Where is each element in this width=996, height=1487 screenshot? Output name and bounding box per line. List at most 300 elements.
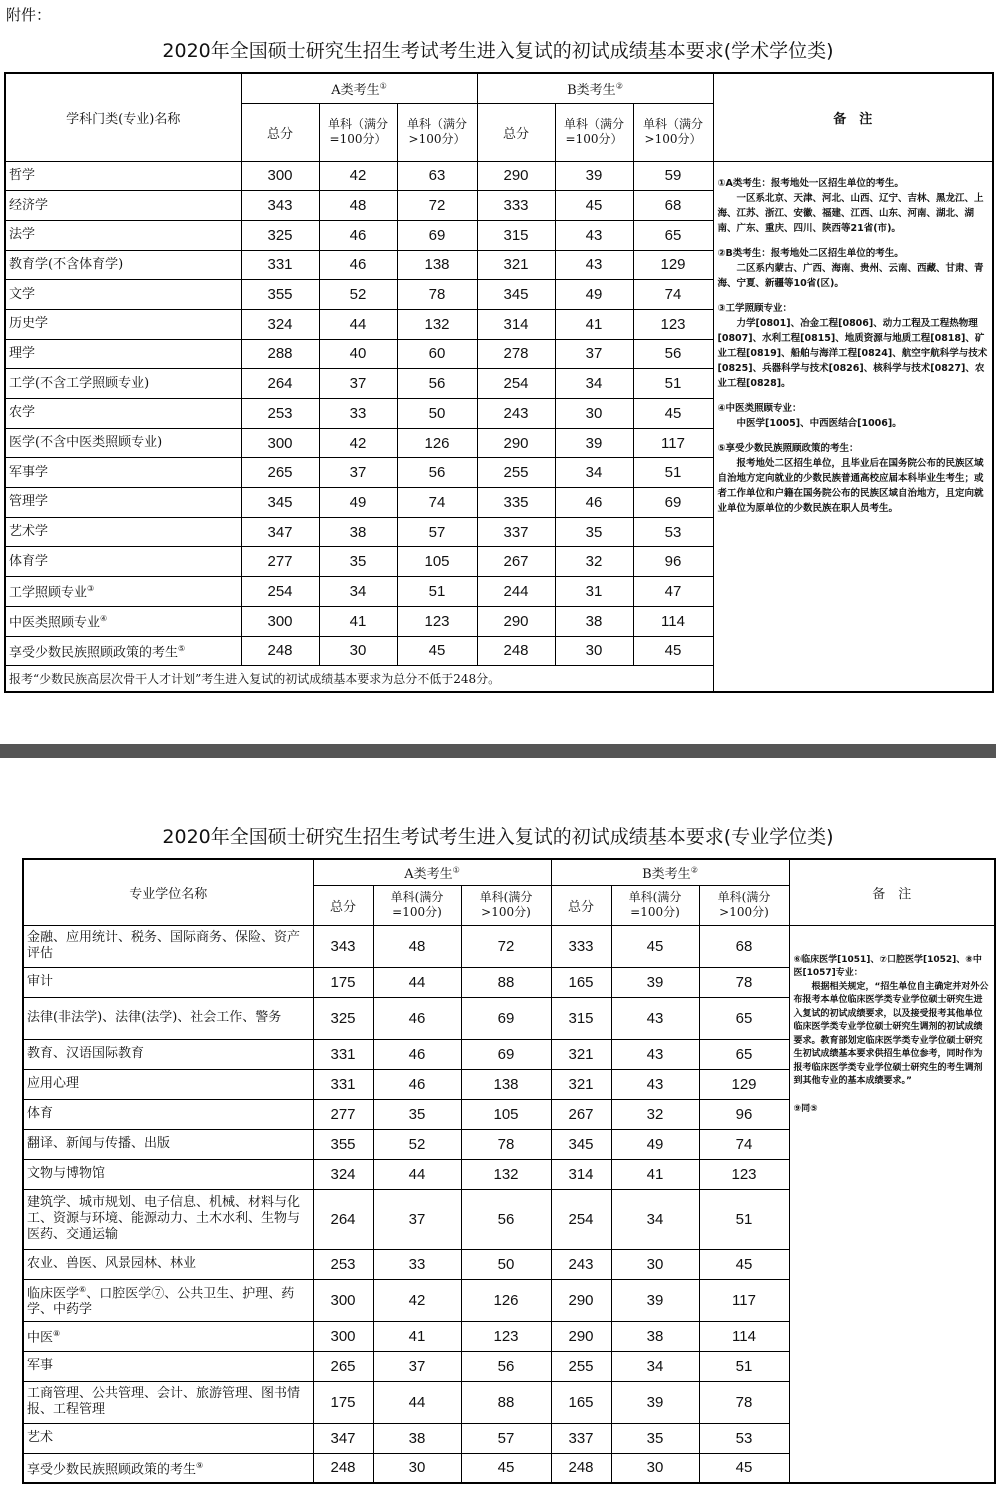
b-score-cell: 123 xyxy=(699,1159,789,1189)
a-score-cell: 37 xyxy=(319,369,397,399)
row-name-cell xyxy=(23,1129,313,1159)
b-score-cell: 39 xyxy=(611,1381,699,1423)
a-score-cell: 132 xyxy=(461,1159,551,1189)
b-score-cell: 35 xyxy=(555,517,633,547)
a-score-cell: 347 xyxy=(241,517,319,547)
remark-body: 力学[0801]、冶金工程[0806]、动力工程及工程热物理[0807]、水利工程[0815]、地质资源与地质工程[0818]、矿业工程[0819]、船舶与海洋工程[0824]、航空宇航科学与技术[0825]、兵器科学与技术[0826]、核科学与技术[0827]、农业工程[0828]。 xyxy=(717,317,988,389)
table-row xyxy=(5,161,993,191)
a-score-cell: 46 xyxy=(373,1039,461,1069)
b-score-cell: 333 xyxy=(477,191,555,221)
row-name-cell xyxy=(23,997,313,1039)
remark-head: ⑥临床医学[1051]、⑦口腔医学[1052]、⑧中医[1057]专业： xyxy=(793,954,982,978)
row-name-cell xyxy=(23,1279,313,1321)
b-score-cell: 39 xyxy=(555,428,633,458)
b-score-cell: 30 xyxy=(555,399,633,429)
remarks-cell xyxy=(713,161,993,692)
a-score-cell: 265 xyxy=(313,1351,373,1381)
a-score-cell: 38 xyxy=(319,517,397,547)
a-score-cell: 56 xyxy=(397,458,477,488)
a-score-cell: 288 xyxy=(241,339,319,369)
a-score-cell: 37 xyxy=(373,1189,461,1249)
b-score-cell: 345 xyxy=(477,280,555,310)
b-score-cell: 47 xyxy=(633,577,713,607)
col-header-remarks: 备 注 xyxy=(789,859,995,925)
b-score-cell: 165 xyxy=(551,967,611,997)
b-score-cell: 65 xyxy=(633,220,713,250)
b-score-cell: 248 xyxy=(477,636,555,666)
col-header-remarks: 备 注 xyxy=(713,73,993,161)
row-name-cell xyxy=(23,1381,313,1423)
b-score-cell: 38 xyxy=(611,1321,699,1351)
b-score-cell: 65 xyxy=(699,1039,789,1069)
row-name-cell xyxy=(5,280,241,310)
row-name: 教育学(不含体育学) xyxy=(9,256,124,272)
a-score-cell: 40 xyxy=(319,339,397,369)
row-name: 文物与博物馆 xyxy=(27,1166,106,1181)
a-score-cell: 105 xyxy=(461,1099,551,1129)
col-header-a-total: 总分 xyxy=(241,103,319,161)
a-score-cell: 38 xyxy=(373,1423,461,1453)
b-score-cell: 96 xyxy=(633,547,713,577)
a-score-cell: 74 xyxy=(397,488,477,518)
row-footnote: ⑨ xyxy=(196,1460,204,1470)
b-score-cell: 68 xyxy=(699,925,789,967)
a-score-cell: 56 xyxy=(397,369,477,399)
group-b-label: B类考生 xyxy=(642,866,691,882)
b-score-cell: 114 xyxy=(633,606,713,636)
a-score-cell: 60 xyxy=(397,339,477,369)
row-footnote: ⑤ xyxy=(178,643,186,653)
remark-body: 二区系内蒙古、广西、海南、贵州、云南、西藏、甘肃、青海、宁夏、新疆等10省(区)。 xyxy=(717,262,984,289)
a-score-cell: 345 xyxy=(241,488,319,518)
a-score-cell: 34 xyxy=(319,577,397,607)
page-divider xyxy=(0,744,996,758)
row-name-cell xyxy=(5,577,241,607)
b-score-cell: 45 xyxy=(633,636,713,666)
remark-item xyxy=(718,301,989,391)
a-score-cell: 30 xyxy=(373,1453,461,1483)
a-score-cell: 300 xyxy=(313,1321,373,1351)
a-score-cell: 42 xyxy=(373,1279,461,1321)
remark-body: 根据相关规定，“招生单位自主确定并对外公布报考本单位临床医学类专业学位硕士研究生进入复试的初试成绩要求，以及接受报考其他单位临床医学类专业学位硕士研究生调剂的初试成绩要求。教育部划定临床医学类专业学位硕士研究生初试成绩基本要求供招生单位参考，同时作为报考临床医学类专业学位硕士研究生的考生调剂到其他专业的基本成绩要求。” xyxy=(793,981,989,1086)
a-score-cell: 41 xyxy=(319,606,397,636)
row-name-cell xyxy=(23,1351,313,1381)
group-a-label: A类考生 xyxy=(404,866,453,882)
b-score-cell: 243 xyxy=(551,1249,611,1279)
b-score-cell: 56 xyxy=(633,339,713,369)
b-score-cell: 30 xyxy=(611,1453,699,1483)
a-score-cell: 355 xyxy=(313,1129,373,1159)
col-header-b-single100: 单科(满分=100分) xyxy=(611,885,699,925)
remark-item xyxy=(718,176,989,236)
a-score-cell: 46 xyxy=(319,220,397,250)
remarks-cell xyxy=(789,925,995,1483)
row-name: 中医类照顾专业 xyxy=(9,615,101,631)
a-score-cell: 254 xyxy=(241,577,319,607)
a-score-cell: 57 xyxy=(397,517,477,547)
row-name-cell xyxy=(5,369,241,399)
b-score-cell: 290 xyxy=(551,1279,611,1321)
a-score-cell: 35 xyxy=(319,547,397,577)
b-score-cell: 32 xyxy=(555,547,633,577)
b-score-cell: 30 xyxy=(555,636,633,666)
b-score-cell: 290 xyxy=(551,1321,611,1351)
b-score-cell: 290 xyxy=(477,606,555,636)
a-score-cell: 78 xyxy=(461,1129,551,1159)
b-score-cell: 41 xyxy=(611,1159,699,1189)
group-header-a xyxy=(313,859,551,885)
remark-item xyxy=(794,954,991,1089)
row-name-cell xyxy=(23,967,313,997)
a-score-cell: 264 xyxy=(241,369,319,399)
row-name: 金融、应用统计、税务、国际商务、保险、资产评估 xyxy=(27,930,301,961)
b-score-cell: 43 xyxy=(611,997,699,1039)
row-name-cell xyxy=(5,309,241,339)
row-name-cell xyxy=(5,488,241,518)
b-score-cell: 69 xyxy=(633,488,713,518)
b-score-cell: 78 xyxy=(699,1381,789,1423)
b-score-cell: 49 xyxy=(611,1129,699,1159)
row-name: 享受少数民族照顾政策的考生 xyxy=(27,1461,197,1477)
b-score-cell: 34 xyxy=(611,1351,699,1381)
a-score-cell: 37 xyxy=(373,1351,461,1381)
b-score-cell: 59 xyxy=(633,161,713,191)
row-footnote: ⑥ xyxy=(79,1284,87,1294)
b-score-cell: 337 xyxy=(551,1423,611,1453)
b-score-cell: 30 xyxy=(611,1249,699,1279)
a-score-cell: 253 xyxy=(241,399,319,429)
b-score-cell: 345 xyxy=(551,1129,611,1159)
remark-item xyxy=(794,1103,991,1117)
b-score-cell: 114 xyxy=(699,1321,789,1351)
academic-degree-table xyxy=(4,72,994,693)
b-score-cell: 34 xyxy=(611,1189,699,1249)
b-score-cell: 315 xyxy=(477,220,555,250)
b-score-cell: 74 xyxy=(633,280,713,310)
table2-title: 2020年全国硕士研究生招生考试考生进入复试的初试成绩基本要求(专业学位类) xyxy=(162,826,834,848)
a-score-cell: 175 xyxy=(313,967,373,997)
b-score-cell: 117 xyxy=(699,1279,789,1321)
row-name-cell xyxy=(23,1159,313,1189)
b-score-cell: 35 xyxy=(611,1423,699,1453)
b-score-cell: 31 xyxy=(555,577,633,607)
col-header-a-total: 总分 xyxy=(313,885,373,925)
a-score-cell: 44 xyxy=(319,309,397,339)
a-score-cell: 72 xyxy=(461,925,551,967)
row-name: 经济学 xyxy=(9,197,49,213)
a-score-cell: 126 xyxy=(397,428,477,458)
col-header-a-single-gt100: 单科(满分>100分) xyxy=(461,885,551,925)
b-score-cell: 45 xyxy=(699,1453,789,1483)
group-a-footnote: ① xyxy=(379,81,387,91)
b-score-cell: 129 xyxy=(633,250,713,280)
col-header-b-total: 总分 xyxy=(551,885,611,925)
row-name: 艺术学 xyxy=(9,524,49,540)
a-score-cell: 52 xyxy=(373,1129,461,1159)
b-score-cell: 254 xyxy=(551,1189,611,1249)
row-name: 教育、汉语国际教育 xyxy=(27,1046,145,1061)
a-score-cell: 277 xyxy=(313,1099,373,1129)
a-score-cell: 50 xyxy=(461,1249,551,1279)
b-score-cell: 244 xyxy=(477,577,555,607)
b-score-cell: 51 xyxy=(633,458,713,488)
a-score-cell: 324 xyxy=(313,1159,373,1189)
a-score-cell: 88 xyxy=(461,967,551,997)
a-score-cell: 63 xyxy=(397,161,477,191)
row-name-cell xyxy=(23,925,313,967)
b-score-cell: 45 xyxy=(633,399,713,429)
b-score-cell: 43 xyxy=(555,220,633,250)
row-name: 体育学 xyxy=(9,553,49,569)
a-score-cell: 57 xyxy=(461,1423,551,1453)
remark-head: ④中医类照顾专业： xyxy=(717,402,802,414)
b-score-cell: 39 xyxy=(611,967,699,997)
row-name: 法律(非法学)、法律(法学)、社会工作、警务 xyxy=(27,1010,282,1025)
row-name-cell xyxy=(5,399,241,429)
a-score-cell: 46 xyxy=(319,250,397,280)
a-score-cell: 355 xyxy=(241,280,319,310)
a-score-cell: 123 xyxy=(461,1321,551,1351)
row-name-cell xyxy=(5,191,241,221)
col-header-a-single-gt100: 单科（满分>100分） xyxy=(397,103,477,161)
a-score-cell: 48 xyxy=(373,925,461,967)
col-header-b-single-gt100: 单科（满分>100分） xyxy=(633,103,713,161)
row-name-cell xyxy=(5,220,241,250)
a-score-cell: 56 xyxy=(461,1189,551,1249)
b-score-cell: 51 xyxy=(699,1351,789,1381)
a-score-cell: 324 xyxy=(241,309,319,339)
a-score-cell: 300 xyxy=(241,161,319,191)
col-header-b-total: 总分 xyxy=(477,103,555,161)
remark-head: ⑨同⑤ xyxy=(793,1103,818,1114)
group-a-footnote: ① xyxy=(452,865,460,875)
a-score-cell: 300 xyxy=(241,606,319,636)
b-score-cell: 165 xyxy=(551,1381,611,1423)
a-score-cell: 69 xyxy=(397,220,477,250)
remark-head: ①A类考生：报考地处一区招生单位的考生。 xyxy=(717,177,904,189)
row-name: 临床医学 xyxy=(27,1286,80,1302)
row-name-cell xyxy=(23,1453,313,1483)
row-name-cell xyxy=(5,250,241,280)
row-footnote: ⑧ xyxy=(53,1328,61,1338)
a-score-cell: 50 xyxy=(397,399,477,429)
a-score-cell: 343 xyxy=(241,191,319,221)
row-name: 农学 xyxy=(9,405,36,421)
a-score-cell: 42 xyxy=(319,161,397,191)
b-score-cell: 117 xyxy=(633,428,713,458)
b-score-cell: 45 xyxy=(555,191,633,221)
row-name: 哲学 xyxy=(9,167,36,183)
a-score-cell: 325 xyxy=(241,220,319,250)
a-score-cell: 347 xyxy=(313,1423,373,1453)
b-score-cell: 39 xyxy=(611,1279,699,1321)
b-score-cell: 248 xyxy=(551,1453,611,1483)
remark-body: 一区系北京、天津、河北、山西、辽宁、吉林、黑龙江、上海、江苏、浙江、安徽、福建、江西、山东、河南、湖北、湖南、广东、重庆、四川、陕西等21省(市)。 xyxy=(717,192,984,234)
b-score-cell: 37 xyxy=(555,339,633,369)
row-name: 文学 xyxy=(9,286,36,302)
a-score-cell: 33 xyxy=(373,1249,461,1279)
b-score-cell: 45 xyxy=(611,925,699,967)
row-name: 军事学 xyxy=(9,464,49,480)
a-score-cell: 253 xyxy=(313,1249,373,1279)
a-score-cell: 44 xyxy=(373,1381,461,1423)
a-score-cell: 46 xyxy=(373,997,461,1039)
a-score-cell: 30 xyxy=(319,636,397,666)
col-header-b-single-gt100: 单科(满分>100分) xyxy=(699,885,789,925)
row-name: 艺术 xyxy=(27,1430,54,1445)
remark-item xyxy=(718,401,989,431)
a-score-cell: 331 xyxy=(241,250,319,280)
row-footnote: ④ xyxy=(100,613,108,623)
a-score-cell: 33 xyxy=(319,399,397,429)
b-score-cell: 53 xyxy=(699,1423,789,1453)
row-name-cell xyxy=(23,1069,313,1099)
professional-degree-table xyxy=(22,858,996,1484)
remark-head: ③工学照顾专业： xyxy=(717,302,793,314)
table1-title: 2020年全国硕士研究生招生考试考生进入复试的初试成绩基本要求(学术学位类) xyxy=(162,40,834,62)
a-score-cell: 331 xyxy=(313,1039,373,1069)
b-score-cell: 315 xyxy=(551,997,611,1039)
remark-item xyxy=(718,441,989,516)
a-score-cell: 343 xyxy=(313,925,373,967)
a-score-cell: 45 xyxy=(461,1453,551,1483)
a-score-cell: 69 xyxy=(461,997,551,1039)
b-score-cell: 49 xyxy=(555,280,633,310)
a-score-cell: 331 xyxy=(313,1069,373,1099)
b-score-cell: 46 xyxy=(555,488,633,518)
row-name: 中医 xyxy=(27,1330,54,1346)
row-name-cell xyxy=(23,1099,313,1129)
row-name-cell xyxy=(5,161,241,191)
b-score-cell: 43 xyxy=(611,1069,699,1099)
row-name-cell xyxy=(5,606,241,636)
col-header-name: 专业学位名称 xyxy=(23,859,313,925)
b-score-cell: 51 xyxy=(699,1189,789,1249)
row-name-cell xyxy=(5,428,241,458)
col-header-a-single100: 单科(满分=100分) xyxy=(373,885,461,925)
b-score-cell: 321 xyxy=(551,1069,611,1099)
table-row xyxy=(23,925,995,967)
col-header-name: 学科门类(专业)名称 xyxy=(5,73,241,161)
a-score-cell: 248 xyxy=(313,1453,373,1483)
b-score-cell: 96 xyxy=(699,1099,789,1129)
row-name: 工商管理、公共管理、会计、旅游管理、图书情报、工程管理 xyxy=(27,1386,301,1417)
a-score-cell: 78 xyxy=(397,280,477,310)
b-score-cell: 51 xyxy=(633,369,713,399)
a-score-cell: 264 xyxy=(313,1189,373,1249)
row-name-cell xyxy=(23,1249,313,1279)
b-score-cell: 314 xyxy=(477,309,555,339)
row-name: 应用心理 xyxy=(27,1076,80,1091)
a-score-cell: 123 xyxy=(397,606,477,636)
row-name: 法学 xyxy=(9,227,36,243)
remark-head: ⑤享受少数民族照顾政策的考生： xyxy=(717,442,859,454)
row-name-cell xyxy=(5,636,241,666)
attachment-label: 附件： xyxy=(6,6,52,24)
group-b-footnote: ② xyxy=(615,81,623,91)
row-name-cell xyxy=(5,547,241,577)
row-name-cell xyxy=(23,1039,313,1069)
remark-head: ②B类考生：报考地处二区招生单位的考生。 xyxy=(717,247,904,259)
a-score-cell: 56 xyxy=(461,1351,551,1381)
group-b-footnote: ② xyxy=(690,865,698,875)
group-header-b xyxy=(551,859,789,885)
b-score-cell: 321 xyxy=(477,250,555,280)
a-score-cell: 45 xyxy=(397,636,477,666)
row-name: 医学(不含中医类照顾专业) xyxy=(9,435,163,451)
b-score-cell: 78 xyxy=(699,967,789,997)
a-score-cell: 44 xyxy=(373,1159,461,1189)
group-a-label: A类考生 xyxy=(331,82,380,98)
b-score-cell: 39 xyxy=(555,161,633,191)
b-score-cell: 34 xyxy=(555,369,633,399)
row-name-tail: 、口腔医学⑦、公共卫生、护理、药学、中药学 xyxy=(27,1286,295,1318)
b-score-cell: 38 xyxy=(555,606,633,636)
col-header-a-single100: 单科（满分=100分） xyxy=(319,103,397,161)
footer-note: 报考“少数民族高层次骨干人才计划”考生进入复试的初试成绩基本要求为总分不低于248分。 xyxy=(5,666,713,692)
row-name: 农业、兽医、风景园林、林业 xyxy=(27,1256,197,1271)
a-score-cell: 105 xyxy=(397,547,477,577)
row-name-cell xyxy=(5,339,241,369)
a-score-cell: 69 xyxy=(461,1039,551,1069)
row-name-cell xyxy=(5,517,241,547)
b-score-cell: 290 xyxy=(477,428,555,458)
row-name: 军事 xyxy=(27,1358,54,1373)
a-score-cell: 175 xyxy=(313,1381,373,1423)
remark-body: 中医学[1005]、中西医结合[1006]。 xyxy=(736,417,902,429)
b-score-cell: 43 xyxy=(611,1039,699,1069)
a-score-cell: 277 xyxy=(241,547,319,577)
a-score-cell: 42 xyxy=(319,428,397,458)
b-score-cell: 74 xyxy=(699,1129,789,1159)
b-score-cell: 267 xyxy=(477,547,555,577)
a-score-cell: 126 xyxy=(461,1279,551,1321)
group-b-label: B类考生 xyxy=(567,82,616,98)
b-score-cell: 34 xyxy=(555,458,633,488)
a-score-cell: 41 xyxy=(373,1321,461,1351)
row-name-cell xyxy=(23,1321,313,1351)
row-name: 建筑学、城市规划、电子信息、机械、材料与化工、资源与环境、能源动力、土木水利、生物与医药、交通运输 xyxy=(27,1195,301,1242)
b-score-cell: 278 xyxy=(477,339,555,369)
a-score-cell: 300 xyxy=(313,1279,373,1321)
b-score-cell: 53 xyxy=(633,517,713,547)
b-score-cell: 32 xyxy=(611,1099,699,1129)
row-name: 体育 xyxy=(27,1106,54,1121)
b-score-cell: 333 xyxy=(551,925,611,967)
row-name: 享受少数民族照顾政策的考生 xyxy=(9,645,179,660)
a-score-cell: 88 xyxy=(461,1381,551,1423)
a-score-cell: 48 xyxy=(319,191,397,221)
row-name-cell xyxy=(5,458,241,488)
b-score-cell: 243 xyxy=(477,399,555,429)
row-footnote: ③ xyxy=(87,584,95,594)
b-score-cell: 43 xyxy=(555,250,633,280)
b-score-cell: 267 xyxy=(551,1099,611,1129)
b-score-cell: 337 xyxy=(477,517,555,547)
a-score-cell: 51 xyxy=(397,577,477,607)
a-score-cell: 132 xyxy=(397,309,477,339)
a-score-cell: 325 xyxy=(313,997,373,1039)
a-score-cell: 52 xyxy=(319,280,397,310)
a-score-cell: 300 xyxy=(241,428,319,458)
b-score-cell: 129 xyxy=(699,1069,789,1099)
b-score-cell: 254 xyxy=(477,369,555,399)
a-score-cell: 37 xyxy=(319,458,397,488)
a-score-cell: 72 xyxy=(397,191,477,221)
row-name: 理学 xyxy=(9,345,36,361)
group-header-a xyxy=(241,73,477,103)
row-name: 历史学 xyxy=(9,316,49,332)
